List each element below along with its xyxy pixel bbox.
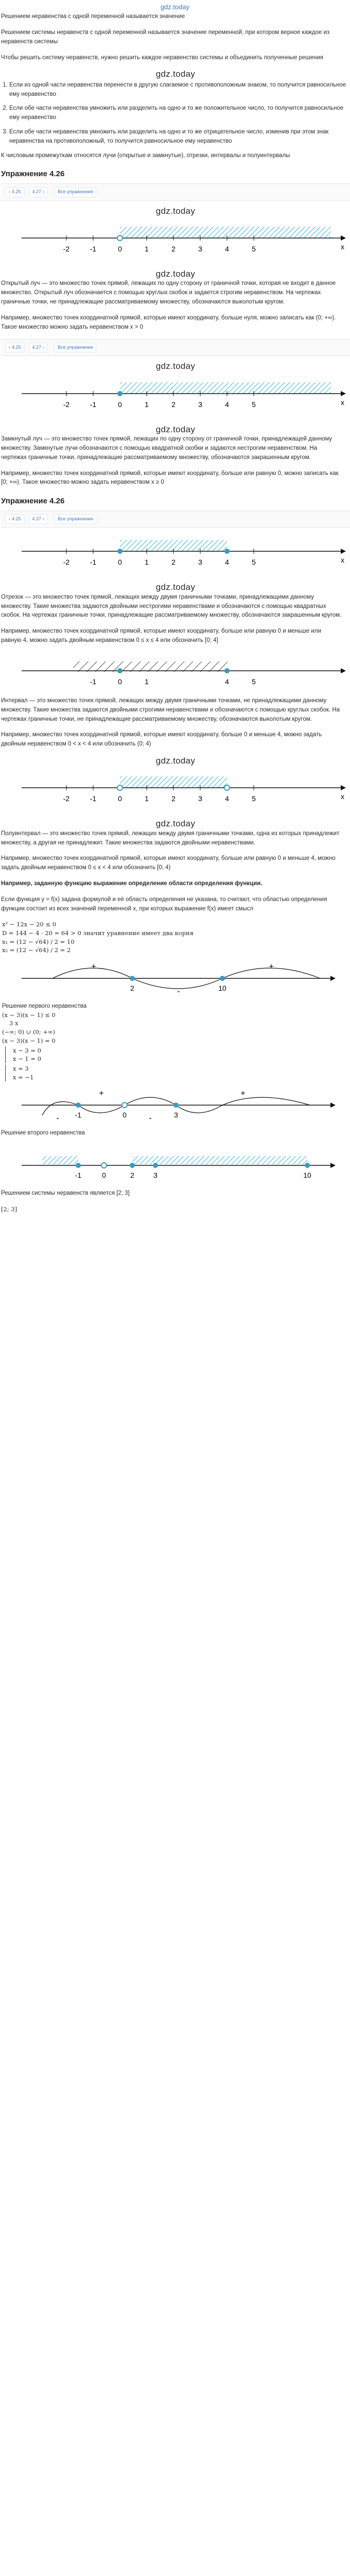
open-point bbox=[117, 785, 122, 790]
chevron-right-icon: › bbox=[43, 189, 45, 194]
closed-ray-example: Например, множество точек координатной прямой, которые имеют координату, больше или равную 0, можно записать как [0; +∞). Такое множество можно задать неравенством x ≥ 0 bbox=[1, 470, 339, 486]
number-line-segment-dark bbox=[1, 652, 349, 693]
open-ray-example: Например, множество точек координатной прямой, которые имеют координату, больше нуля, можно записать как (0; +∞). Такое множество можно задать неравенством x > 0 bbox=[1, 314, 336, 330]
tick-label: 4 bbox=[225, 794, 229, 803]
watermark: gdz.today bbox=[155, 206, 196, 216]
segment-definition: Отрезок — это множество точек прямой, лежащих между двумя граничными точками, принадлежащими данному множеству. Такие множества задаются двойными нестрогими неравенствами и обозначаются с помощью квадратных скобок. На чертежах граничные точки, принадлежащие рассматриваемому множеству, обозначаются закрашенным кругом. bbox=[1, 594, 342, 619]
tick-label: -2 bbox=[63, 245, 70, 253]
system-solution-text: Решением системы неравенств является [2; 3] bbox=[1, 1190, 130, 1196]
tick-label: -2 bbox=[63, 400, 70, 409]
prev-exercise-button[interactable]: ‹ 4.25 bbox=[5, 343, 25, 353]
number-line-segment bbox=[1, 533, 349, 579]
solution-math-2 bbox=[1, 1002, 350, 1081]
tick-label: 3 bbox=[153, 1171, 157, 1179]
tick-label: 2 bbox=[130, 984, 134, 993]
watermark: gdz.today bbox=[155, 424, 196, 434]
tick-label: 5 bbox=[252, 245, 256, 253]
tick-label: 4 bbox=[225, 677, 229, 686]
open-point bbox=[117, 235, 122, 241]
tick-label: 2 bbox=[130, 1171, 134, 1179]
number-line-interval bbox=[1, 769, 349, 816]
axis-label: x bbox=[341, 792, 344, 801]
filled-point bbox=[224, 549, 230, 554]
watermark: gdz.today bbox=[155, 755, 196, 766]
filled-point bbox=[117, 549, 122, 554]
equation-line: x = −1 bbox=[13, 1073, 34, 1081]
tick-label: 4 bbox=[225, 558, 229, 567]
filled-point bbox=[130, 976, 135, 981]
exercise-nav bbox=[1, 339, 350, 357]
tick-label: 5 bbox=[252, 400, 256, 409]
watermark: gdz.today bbox=[155, 582, 196, 592]
equation-line: x − 3 = 0 bbox=[13, 1046, 42, 1054]
rule-item: 3. Если обе части неравенства умножить или разделить на одно и то же отрицательное число, изменив при этом знак неравенства на противоположный, то получится равносильное ему неравенство bbox=[9, 128, 350, 146]
number-line-open-ray bbox=[1, 219, 349, 266]
watermark: gdz.today bbox=[155, 819, 196, 829]
filled-point bbox=[305, 1163, 310, 1168]
tick-label: -1 bbox=[90, 558, 97, 567]
tick-label: 0 bbox=[118, 400, 122, 409]
equation-line: (x − 3)(x − 1) ≤ 0 bbox=[2, 1011, 56, 1019]
open-point bbox=[101, 1163, 107, 1168]
axis-label: x bbox=[341, 398, 344, 406]
tick-label: 1 bbox=[145, 794, 149, 803]
exercise-nav bbox=[1, 511, 350, 528]
filled-point bbox=[117, 668, 122, 673]
filled-point bbox=[173, 1103, 179, 1108]
axis-arrow-icon bbox=[341, 235, 346, 241]
open-ray-definition: Открытый луч — это множество точек прямой, лежащих по одну сторону от граничной точки, которая не входит в данное множество. Открытый луч обозначается с помощью круглых скобок и задается строгим неравенством. На чертежах граничные точки, не принадлежащие рассматриваемому множеству, обозначаются выколотым кругом. bbox=[1, 280, 336, 306]
tick-label: -1 bbox=[90, 245, 97, 253]
axis-arrow-icon bbox=[341, 785, 346, 790]
watermark: gdz.today bbox=[155, 361, 196, 371]
chevron-left-icon: ‹ bbox=[9, 189, 10, 194]
intro-paragraph-3: Чтобы решить систему неравенств, нужно решить каждое неравенство системы и объединить полученные решения bbox=[1, 54, 323, 61]
hatch-region bbox=[73, 662, 227, 672]
tick-label: 10 bbox=[218, 984, 226, 993]
next-exercise-button[interactable]: 4.27 › bbox=[29, 514, 48, 524]
interval-definition: Интервал — это множество точек прямой, лежащих между двумя граничными точками, не принадлежащими данному множеству. Такие множества задаются двойными строгими неравенствами и обозначаются с помощью круглых скобок. На чертежах граничные точки, не принадлежащие рассматриваемому множеству, обозначаются выколотым кругом. bbox=[1, 697, 340, 722]
tick-label: 1 bbox=[145, 245, 149, 253]
sign-label: + bbox=[240, 1089, 246, 1098]
hatch-region bbox=[120, 382, 331, 394]
intro-paragraph-4: К числовым промежуткам относятся лучи (открытые и замкнутые), отрезки, интервалы и полуинтервалы bbox=[1, 152, 290, 159]
tick-label: 2 bbox=[171, 558, 176, 567]
axis-arrow-icon bbox=[341, 549, 346, 554]
prev-exercise-button[interactable]: ‹ 4.25 bbox=[5, 187, 25, 197]
page bbox=[0, 0, 350, 1214]
axis-label: x bbox=[341, 243, 344, 251]
equation-system bbox=[5, 1064, 350, 1081]
tick-label: 4 bbox=[225, 245, 229, 253]
half-interval-definition: Полуинтервал — это множество точек прямой, лежащих между двумя граничными точками, одна из которых принадлежит множеству, а другая не принадлежит. Такие множества задаются двойными неравенствами. bbox=[1, 830, 340, 846]
chevron-left-icon: ‹ bbox=[9, 516, 10, 521]
sign-label: + bbox=[91, 962, 96, 972]
sign-line-first bbox=[1, 958, 349, 999]
equation-line: x² − 12x − 20 ≤ 0 bbox=[2, 921, 57, 928]
number-line-combined bbox=[1, 1145, 349, 1186]
equation-line: x₂ = (12 − √64) / 2 = 2 bbox=[2, 946, 71, 954]
solution-label: Решение первого неравенства bbox=[2, 1003, 87, 1010]
watermark: gdz.today bbox=[155, 269, 196, 279]
tick-label: -1 bbox=[75, 1111, 82, 1120]
axis-arrow-icon bbox=[330, 976, 336, 981]
rules-list bbox=[1, 81, 350, 146]
filled-point bbox=[76, 1103, 81, 1108]
tick-label: 3 bbox=[198, 245, 202, 253]
tick-label: -1 bbox=[90, 794, 97, 803]
sign-label: + bbox=[99, 1089, 104, 1098]
equation-line: (x − 3)(x − 1) = 0 bbox=[2, 1037, 56, 1044]
tick-label: 1 bbox=[145, 677, 149, 686]
tick-label: 2 bbox=[171, 794, 176, 803]
tick-label: 1 bbox=[145, 400, 149, 409]
axis-label: x bbox=[341, 556, 344, 565]
intro-paragraph-2: Решением системы неравенств с одной переменной называется значение переменной, при котором верное каждое из неравенств системы bbox=[1, 29, 330, 45]
prev-exercise-button[interactable]: ‹ 4.25 bbox=[5, 514, 25, 524]
domain-heading: Например, заданную функцию выражение определение области определения функции. bbox=[1, 880, 262, 887]
tick-label: -2 bbox=[63, 558, 70, 567]
filled-point bbox=[153, 1163, 158, 1168]
tick-label: 5 bbox=[252, 677, 256, 686]
tick-label: -1 bbox=[75, 1171, 82, 1179]
segment-example: Например, множество точек координатной прямой, которые имеют координату, больше или равную 0 и меньше или равную 4, можно задать двойным неравенством 0 ≤ x ≤ 4 или обозначить [0; 4] bbox=[1, 628, 321, 644]
solution-math-1 bbox=[1, 920, 350, 955]
watermark: gdz.today bbox=[155, 69, 196, 79]
closed-ray-definition: Замкнутый луч — это множество точек прямой, лежащих по одну сторону от граничной точки, принадлежащей данному множеству. Замкнутые лучи обозначаются с помощью квадратной скобки и задаются нестрогим неравенством. На чертежах граничные точки, принадлежащие рассматриваемому множеству, обозначаются закрашенным кругом. bbox=[1, 436, 332, 461]
tick-label: 2 bbox=[171, 400, 176, 409]
equation-line: x − 1 = 0 bbox=[13, 1055, 42, 1063]
exercise-title: Упражнение 4.26 bbox=[1, 170, 65, 179]
all-exercises-link[interactable]: Все упражнения bbox=[54, 514, 96, 524]
half-interval-example: Например, множество точек координатной прямой, которые имеют координату, больше или равную 0 и меньше 4, можно задать двойным неравенством 0 ≤ x < 4 или обозначить [0; 4) bbox=[1, 855, 336, 871]
tick-label: 3 bbox=[198, 558, 202, 567]
tick-label: 0 bbox=[118, 245, 122, 253]
filled-point bbox=[224, 668, 230, 673]
sign-label: - bbox=[149, 1114, 152, 1123]
chevron-right-icon: › bbox=[43, 344, 45, 350]
tick-label: 5 bbox=[252, 558, 256, 567]
tick-label: 3 bbox=[198, 794, 202, 803]
equation-line: x = 3 bbox=[13, 1064, 29, 1072]
filled-point bbox=[117, 391, 122, 396]
sign-line-second bbox=[1, 1084, 349, 1126]
tick-label: 3 bbox=[174, 1111, 178, 1120]
rule-item: 1. Если из одной части неравенства перенести в другую слагаемое с противоположным знаком, то получится равносильное ему неравенство bbox=[9, 81, 350, 99]
intro-paragraph-1: Решением неравенства с одной переменной называется значение bbox=[1, 13, 185, 20]
equation-line: x₁ = (12 − √64) / 2 = 10 bbox=[2, 938, 75, 945]
final-answer: [2; 3] bbox=[1, 1205, 18, 1213]
exercise-nav bbox=[1, 183, 350, 201]
equation-system bbox=[5, 1046, 350, 1063]
filled-point bbox=[220, 976, 225, 981]
open-point bbox=[224, 785, 230, 790]
all-exercises-link[interactable]: Все упражнения bbox=[54, 187, 96, 197]
tick-label: -1 bbox=[90, 677, 97, 686]
tick-label: 1 bbox=[145, 558, 149, 567]
sign-label: - bbox=[177, 987, 180, 996]
axis-arrow-icon bbox=[341, 668, 346, 673]
chevron-right-icon: › bbox=[43, 516, 45, 521]
tick-label: 3 bbox=[198, 400, 202, 409]
tick-label: 0 bbox=[118, 558, 122, 567]
tick-label: 0 bbox=[102, 1171, 106, 1179]
axis-arrow-icon bbox=[330, 1163, 336, 1168]
tick-label: 10 bbox=[303, 1171, 311, 1179]
equation-line: (−∞; 0) ∪ (0; +∞) bbox=[2, 1028, 56, 1036]
hatch-region bbox=[120, 227, 331, 238]
sign-label: - bbox=[56, 1114, 59, 1123]
next-exercise-button[interactable]: 4.27 › bbox=[29, 187, 48, 197]
tick-label: 0 bbox=[118, 794, 122, 803]
tick-label: -2 bbox=[63, 794, 70, 803]
filled-point bbox=[76, 1163, 81, 1168]
site-watermark-top[interactable]: gdz.today bbox=[160, 3, 190, 11]
domain-text: Если функция y = f(x) задана формулой и её область определения не указана, то считают, что областью определения функции состоит из всех значений переменной x, при которых выражение f(x) имеет смысл bbox=[1, 896, 327, 912]
sign-label: + bbox=[269, 962, 274, 972]
axis-arrow-icon bbox=[341, 391, 346, 396]
rule-item: 2. Если обе части неравенства умножить или разделить на одно и то же положительное число, то получится равносильное ему неравенство bbox=[9, 104, 350, 123]
open-point bbox=[122, 1103, 127, 1108]
tick-label: -1 bbox=[90, 400, 97, 409]
solution-label: Решение второго неравенства bbox=[1, 1130, 85, 1137]
hatch-region bbox=[42, 1156, 78, 1164]
chevron-left-icon: ‹ bbox=[9, 344, 10, 350]
interval-example: Например, множество точек координатной прямой, которые имеют координату, больше 0 и меньше 4, можно задать двойным неравенством 0 < x < 4 или обозначить (0; 4) bbox=[1, 732, 322, 748]
equation-line: 3 x bbox=[9, 1020, 19, 1027]
axis-arrow-icon bbox=[330, 1103, 336, 1108]
exercise-title: Упражнение 4.26 bbox=[1, 497, 65, 506]
filled-point bbox=[130, 1163, 135, 1168]
tick-label: 4 bbox=[225, 400, 229, 409]
tick-label: 0 bbox=[118, 677, 122, 686]
next-exercise-button[interactable]: 4.27 › bbox=[29, 343, 48, 353]
hatch-region bbox=[132, 1156, 307, 1164]
content bbox=[0, 12, 350, 1214]
tick-label: 2 bbox=[171, 245, 176, 253]
tick-label: 5 bbox=[252, 794, 256, 803]
number-line-closed-ray bbox=[1, 375, 349, 421]
tick-label: 0 bbox=[122, 1111, 127, 1120]
equation-line: D = 144 − 4 · 20 = 64 > 0 значит уравнение имеет два корня bbox=[2, 929, 194, 937]
all-exercises-link[interactable]: Все упражнения bbox=[54, 343, 96, 353]
